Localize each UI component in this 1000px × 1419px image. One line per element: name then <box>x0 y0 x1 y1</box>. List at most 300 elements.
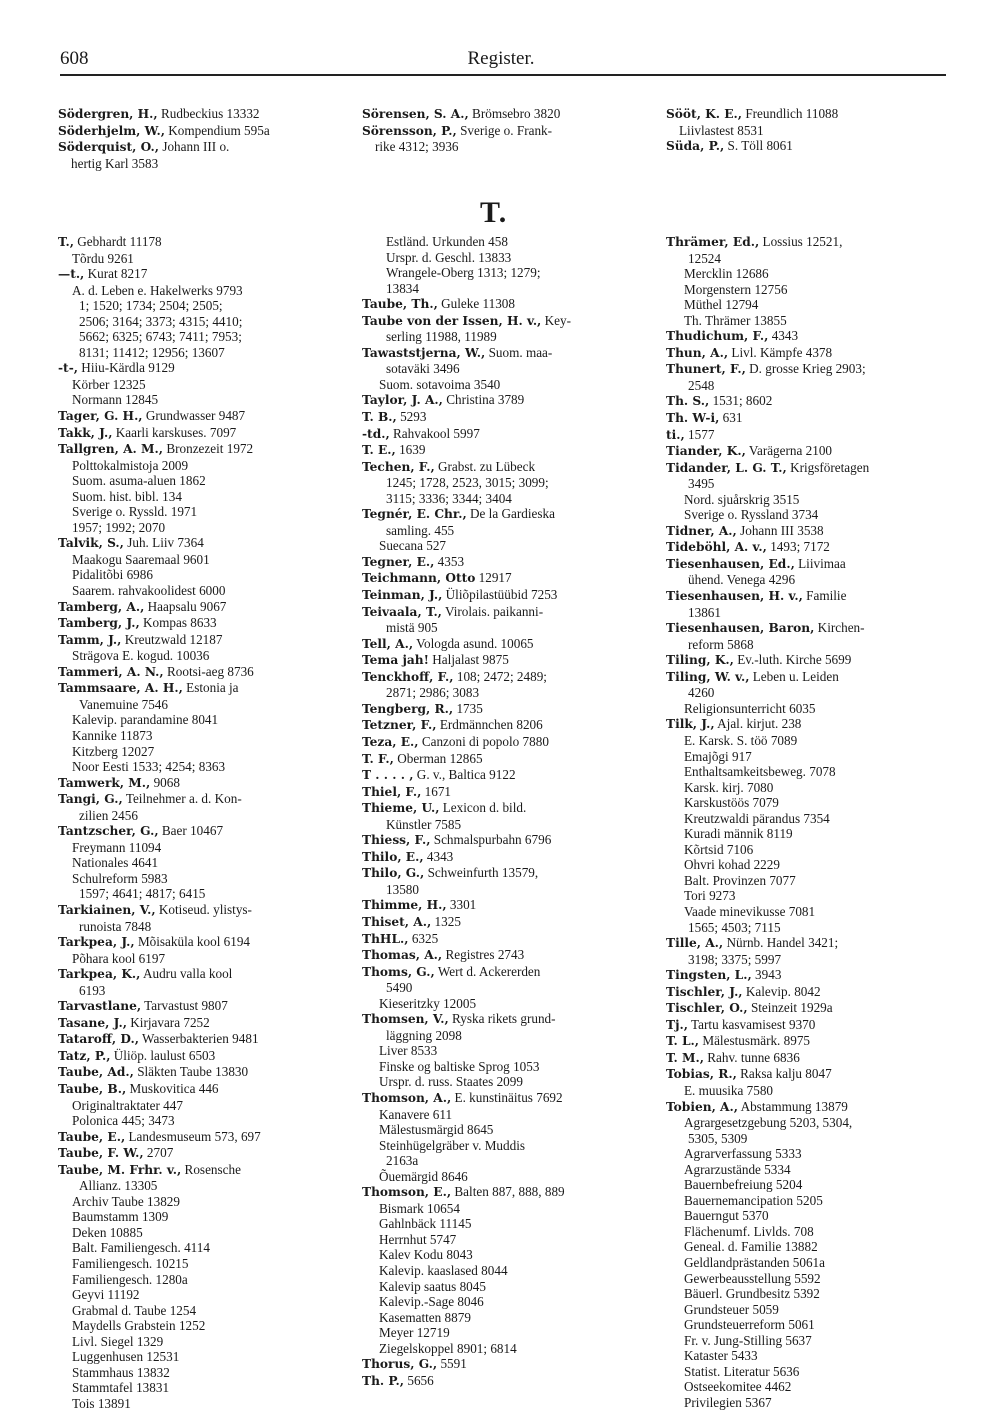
entry-text: Kuradi männik 8119 <box>684 826 793 842</box>
entry-text: Kompendium 595a <box>164 122 270 138</box>
entry-text: Oberman 12865 <box>393 750 483 766</box>
entry-author: T. E., <box>362 443 396 458</box>
index-entry <box>362 587 652 604</box>
index-entry <box>666 669 956 717</box>
entry-author: Thun, A., <box>666 345 729 360</box>
entry-line <box>58 791 348 808</box>
entry-text: Kaarli karskuses. 7097 <box>112 424 237 440</box>
entry-line <box>362 554 652 571</box>
entry-author: Teichmann, Otto <box>362 571 476 586</box>
index-entry <box>58 441 348 535</box>
entry-author: Tammeri, A. N., <box>58 664 164 679</box>
entry-author: Tingsten, L., <box>666 968 752 983</box>
entry-author: Tiling, W. v., <box>666 669 750 684</box>
index-entry <box>58 615 348 632</box>
entry-text: Nationales 4641 <box>72 855 159 871</box>
entry-text: Livl. Kämpfe 4378 <box>728 344 833 360</box>
entry-author: Tammsaare, A. H., <box>58 681 183 696</box>
entry-text: Audru valla kool <box>140 966 233 982</box>
entry-text: Religionsunterricht 6035 <box>684 700 816 716</box>
entry-subline <box>58 156 348 172</box>
entry-text: Karskustöös 7079 <box>684 795 779 811</box>
entry-line <box>362 1373 652 1390</box>
entry-text: Virolais. paikanni- <box>441 603 544 619</box>
index-entry <box>362 652 652 669</box>
entry-author: Sörensen, S. A., <box>362 107 469 121</box>
entry-subline <box>58 919 348 935</box>
entry-subline <box>666 701 956 717</box>
entry-text: Kirchen- <box>814 620 865 636</box>
entry-line <box>58 902 348 919</box>
entry-text: 4353 <box>434 553 465 569</box>
entry-text: Luggenhusen 12531 <box>72 1349 180 1365</box>
index-entry <box>362 832 652 849</box>
entry-subline <box>666 749 956 765</box>
entry-subline <box>666 476 956 492</box>
entry-line <box>362 570 652 587</box>
index-entry <box>58 408 348 425</box>
entry-line <box>58 408 348 425</box>
entry-subline <box>362 1294 652 1310</box>
entry-line <box>58 823 348 840</box>
entry-text: Bauerngut 5370 <box>684 1208 769 1224</box>
entry-text: 1565; 4503; 7115 <box>688 919 781 935</box>
entry-text: Geyvi 11192 <box>72 1287 140 1303</box>
entry-text: Üliöp. laulust 6503 <box>110 1047 216 1063</box>
index-entry <box>58 425 348 442</box>
entry-subline <box>58 1113 348 1129</box>
entry-author: Thiess, F., <box>362 833 431 848</box>
entry-author: Thomson, A., <box>362 1090 452 1105</box>
entry-line <box>58 441 348 458</box>
entry-subline <box>666 123 956 139</box>
entry-text: Deken 10885 <box>72 1224 143 1240</box>
entry-author: Taube, M. Frhr. v., <box>58 1162 182 1177</box>
entry-subline <box>666 1224 956 1240</box>
entry-author: Tischler, O., <box>666 1001 748 1016</box>
entry-subline <box>58 886 348 902</box>
entry-text: Grabst. zu Lübeck <box>434 458 536 474</box>
entry-author: Sörensson, P., <box>362 123 457 138</box>
entry-line <box>362 767 652 784</box>
header-rule <box>60 74 946 76</box>
entry-subline <box>362 1201 652 1217</box>
entry-author: Tidner, A., <box>666 523 737 538</box>
entry-line <box>666 539 956 556</box>
entry-text: 9068 <box>150 774 180 790</box>
entry-text: ühend. Venega 4296 <box>688 572 796 588</box>
entry-author: Thilo, E., <box>362 849 424 864</box>
entry-text: Sverige o. Ryssland 3734 <box>684 507 819 523</box>
index-entry <box>58 234 348 266</box>
entry-subline <box>362 620 652 636</box>
entry-text: Muskovitica 446 <box>126 1080 219 1096</box>
entry-line <box>58 425 348 442</box>
entry-line <box>362 865 652 882</box>
entry-subline <box>362 1310 652 1326</box>
entry-text: Freundlich 11088 <box>742 106 839 121</box>
entry-text: Tartu kasvamisest 9370 <box>687 1016 816 1032</box>
index-entry <box>666 556 956 588</box>
entry-text: Põhara kool 6197 <box>72 950 166 966</box>
entry-subline <box>666 572 956 588</box>
running-title: Register. <box>467 48 535 69</box>
entry-subline <box>666 492 956 508</box>
entry-text: G. v., Baltica 9122 <box>413 767 516 783</box>
entry-text: runoista 7848 <box>79 918 152 934</box>
entry-subline <box>666 857 956 873</box>
entry-line <box>666 345 956 362</box>
index-entry <box>58 966 348 998</box>
index-entry <box>58 1145 348 1162</box>
entry-text: 2871; 2986; 3083 <box>386 685 480 701</box>
entry-author: Th. P., <box>362 1373 405 1388</box>
index-entry <box>362 459 652 507</box>
index-entry <box>362 669 652 701</box>
index-entry <box>362 734 652 751</box>
entry-line <box>58 1064 348 1081</box>
entry-line <box>362 751 652 768</box>
entry-line <box>362 734 652 751</box>
entry-subline <box>58 1349 348 1365</box>
index-column-1 <box>58 234 348 1411</box>
entry-line <box>666 106 956 123</box>
entry-text: Kõrtsid 7106 <box>684 841 754 857</box>
entry-subline <box>362 1138 652 1154</box>
entry-text: Liivimaa <box>794 555 846 571</box>
entry-text: Kreutzwaldi pärandus 7354 <box>684 810 830 826</box>
entry-text: 1957; 1992; 2070 <box>72 519 166 535</box>
entry-text: Steinhügelgräber v. Muddis <box>379 1137 526 1153</box>
entry-text: Geldlandprästanden 5061a <box>684 1255 825 1270</box>
entry-author: Thimme, H., <box>362 898 447 913</box>
entry-text: 1735 <box>453 700 483 716</box>
entry-text: Kurat 8217 <box>84 266 148 282</box>
entry-text: Müthel 12794 <box>684 297 759 313</box>
entry-text: Rudbeckius 13332 <box>157 106 260 121</box>
index-entry <box>666 1033 956 1050</box>
entry-subline <box>58 1334 348 1350</box>
entry-author: Thiset, A., <box>362 914 432 929</box>
entry-subline <box>666 1083 956 1099</box>
entry-author: Tamberg, A., <box>58 599 145 614</box>
index-entry <box>58 266 348 360</box>
entry-subline <box>666 1131 956 1147</box>
entry-subline <box>58 1318 348 1334</box>
entry-text: 5656 <box>404 1372 434 1388</box>
entry-subline <box>58 473 348 489</box>
entry-text: Baer 10467 <box>158 823 224 839</box>
index-entry <box>58 775 348 792</box>
index-entry <box>58 535 348 598</box>
entry-text: Tois 13891 <box>72 1395 131 1411</box>
entry-text: Vaade minevikusse 7081 <box>684 903 816 919</box>
entry-line <box>58 266 348 283</box>
index-entry <box>666 460 956 523</box>
entry-author: Taube, F. W., <box>58 1146 144 1161</box>
entry-subline <box>58 298 348 314</box>
entry-subline <box>666 637 956 653</box>
entry-subline <box>58 251 348 267</box>
entry-text: Rahvakool 5997 <box>389 425 480 441</box>
entry-author: Thieme, U., <box>362 801 440 816</box>
entry-text: Varägerna 2100 <box>745 443 833 459</box>
entry-line <box>666 556 956 573</box>
entry-text: Canzoni di popolo 7880 <box>418 733 549 749</box>
entry-text: Suom. sotavoima 3540 <box>379 376 501 392</box>
entry-subline <box>666 764 956 780</box>
entry-text: Kieseritzky 12005 <box>379 995 477 1011</box>
entry-author: Tangi, G., <box>58 792 123 807</box>
index-entry <box>666 138 956 155</box>
entry-author: Tawaststjerna, W., <box>362 345 486 360</box>
index-entry <box>666 588 956 620</box>
entry-line <box>666 393 956 410</box>
entry-author: Thudichum, F., <box>666 329 769 344</box>
entry-text: Bäuerl. Grundbesitz 5392 <box>684 1286 820 1302</box>
entry-subline <box>58 808 348 824</box>
index-entry <box>666 410 956 427</box>
entry-subline <box>666 507 956 523</box>
entry-text: Nürnb. Handel 3421; <box>723 935 839 951</box>
entry-text: Släkten Taube 13830 <box>133 1064 249 1080</box>
entry-subline <box>362 980 652 996</box>
entry-text: Nord. sjuårskrig 3515 <box>684 491 800 507</box>
entry-subline <box>58 567 348 583</box>
entry-subline <box>58 759 348 775</box>
index-entry <box>362 345 652 393</box>
entry-author: Tille, A., <box>666 936 724 951</box>
index-entry <box>666 1066 956 1098</box>
entry-text: 6325 <box>408 930 439 946</box>
entry-subline <box>362 996 652 1012</box>
entry-text: Liivlastest 8531 <box>679 122 764 138</box>
entry-subline <box>362 377 652 393</box>
entry-subline <box>58 314 348 330</box>
entry-text: 1639 <box>395 442 426 458</box>
index-entry <box>362 636 652 653</box>
entry-author: Taube, Ad., <box>58 1065 134 1080</box>
top-column-1 <box>58 106 348 171</box>
entry-subline <box>666 251 956 267</box>
index-entry <box>58 599 348 616</box>
index-entry <box>362 701 652 718</box>
entry-subline <box>666 920 956 936</box>
entry-text: Schmalspurbahn 6796 <box>430 832 552 848</box>
entry-subline <box>666 888 956 904</box>
entry-text: Balt. Familiengesch. 4114 <box>72 1240 210 1256</box>
entry-subline <box>58 1240 348 1256</box>
entry-text: Stammtafel 13831 <box>72 1380 170 1396</box>
entry-subline <box>362 475 652 491</box>
index-entry <box>58 139 348 171</box>
entry-text: Juh. Liiv 7364 <box>123 535 204 551</box>
entry-author: Taube, Th., <box>362 297 438 312</box>
entry-line <box>58 1048 348 1065</box>
entry-text: Sverige o. Frank- <box>456 122 553 138</box>
entry-line <box>666 1000 956 1017</box>
entry-subline <box>666 1162 956 1178</box>
entry-author: Tj., <box>666 1017 688 1032</box>
entry-line <box>58 1015 348 1032</box>
entry-text: Wasserbakterien 9481 <box>139 1031 259 1047</box>
entry-author: Tobias, R., <box>666 1067 737 1082</box>
entry-text: 5293 <box>396 409 427 425</box>
entry-author: Tell, A., <box>362 636 414 651</box>
entry-text: Estländ. Urkunden 458 <box>386 234 508 249</box>
entry-text: Karsk. kirj. 7080 <box>684 779 774 795</box>
entry-text: Haljalast 9875 <box>428 652 509 668</box>
entry-author: Thorus, G., <box>362 1357 438 1372</box>
index-entry <box>362 442 652 459</box>
entry-text: Bismark 10654 <box>379 1200 460 1216</box>
entry-author: Tarkiainen, V., <box>58 902 156 917</box>
page-number: 608 <box>60 48 89 69</box>
index-entry <box>362 931 652 948</box>
entry-text: E. kunstinäitus 7692 <box>451 1089 563 1105</box>
entry-line <box>666 361 956 378</box>
entry-text: Ohvri kohad 2229 <box>684 857 780 873</box>
entry-text: Kalevip. parandamine 8041 <box>72 712 219 728</box>
entry-text: Gewerbeausstellung 5592 <box>684 1270 821 1286</box>
entry-text: rike 4312; 3936 <box>375 139 459 155</box>
entry-text: 13861 <box>688 604 721 620</box>
entry-text: 1325 <box>431 913 461 929</box>
entry-text: Originaltraktater 447 <box>72 1097 183 1113</box>
entry-line <box>666 1066 956 1083</box>
entry-text: Mälestusmärgid 8645 <box>379 1122 494 1138</box>
entry-author: Thilo, G., <box>362 866 425 881</box>
entry-subline <box>362 281 652 297</box>
entry-line <box>666 1099 956 1116</box>
entry-text: Erdmännchen 8206 <box>436 717 543 733</box>
entry-text: 4260 <box>688 685 715 701</box>
entry-text: 3495 <box>688 476 715 492</box>
top-column-2 <box>362 106 652 155</box>
entry-text: Noor Eesti 1533; 4254; 8363 <box>72 759 226 775</box>
index-entry <box>666 328 956 345</box>
entry-text: Agrargesetzgebung 5203, 5304, <box>684 1115 853 1131</box>
index-entry <box>362 234 652 296</box>
index-entry <box>666 935 956 967</box>
entry-subline <box>666 1395 956 1411</box>
entry-line <box>58 123 348 140</box>
entry-text: Kotiseud. ylistys- <box>155 901 252 917</box>
entry-text: Familie <box>802 588 847 604</box>
entry-line <box>362 717 652 734</box>
entry-subline <box>666 1286 956 1302</box>
entry-line <box>58 1162 348 1179</box>
entry-line <box>58 139 348 156</box>
entry-subline <box>58 1209 348 1225</box>
index-entry <box>362 964 652 1012</box>
index-entry <box>362 897 652 914</box>
entry-subline <box>58 1380 348 1396</box>
entry-line <box>362 669 652 686</box>
entry-text: Suom. hist. bibl. 134 <box>72 488 182 504</box>
index-entry <box>362 1184 652 1356</box>
entry-text: S. Töll 8061 <box>724 138 793 154</box>
entry-text: 3115; 3336; 3344; 3404 <box>386 490 512 506</box>
entry-subline <box>58 520 348 536</box>
entry-line <box>666 588 956 605</box>
index-entry <box>58 1162 348 1412</box>
entry-author: ti., <box>666 427 685 442</box>
entry-line <box>58 664 348 681</box>
entry-line <box>362 931 652 948</box>
entry-author: Sööt, K. E., <box>666 107 743 121</box>
entry-text: Rosensche <box>181 1161 241 1177</box>
entry-author: Tallgren, A. M., <box>58 442 164 457</box>
entry-subline <box>666 811 956 827</box>
entry-author: T. M., <box>666 1050 704 1065</box>
entry-text: samling. 455 <box>386 522 455 538</box>
entry-author: Söderquist, O., <box>58 140 160 155</box>
entry-text: Kompas 8633 <box>139 615 217 631</box>
entry-subline <box>58 744 348 760</box>
entry-text: 1597; 4641; 4817; 6415 <box>79 886 206 902</box>
entry-text: Mälestusmärk. 8975 <box>699 1033 811 1049</box>
entry-text: Grundsteuerreform 5061 <box>684 1317 815 1333</box>
entry-text: 5662; 6325; 6743; 7411; 7953; <box>79 329 242 345</box>
index-entry <box>666 443 956 460</box>
entry-text: Künstler 7585 <box>386 816 462 832</box>
entry-author: Tager, G. H., <box>58 409 143 424</box>
index-entry <box>58 123 348 140</box>
entry-text: Balt. Provinzen 7077 <box>684 872 796 888</box>
entry-text: Kasematten 8879 <box>379 1309 471 1325</box>
entry-author: Tatz, P., <box>58 1048 111 1063</box>
entry-line <box>362 914 652 931</box>
entry-text: Haapsalu 9067 <box>144 598 227 614</box>
entry-line <box>666 443 956 460</box>
entry-subline <box>362 139 652 155</box>
entry-text: E. Karsk. S. töö 7089 <box>684 732 798 748</box>
index-entry <box>58 360 348 408</box>
index-entry <box>362 767 652 784</box>
entry-subline <box>362 1107 652 1123</box>
entry-text: 2707 <box>143 1145 174 1161</box>
entry-text: Polttokalmistoja 2009 <box>72 457 189 473</box>
entry-author: Taube von der Issen, H. v., <box>362 313 542 328</box>
index-entry <box>58 998 348 1015</box>
entry-subline <box>666 1115 956 1131</box>
entry-text: Th. Thrämer 13855 <box>684 312 787 328</box>
entry-line <box>58 234 348 251</box>
entry-author: Thoms, G., <box>362 964 435 979</box>
entry-subline <box>58 345 348 361</box>
entry-line <box>362 947 652 964</box>
entry-text: reform 5868 <box>688 636 754 652</box>
entry-text: Enthaltsamkeitsbeweg. 7078 <box>684 764 836 780</box>
entry-author: —t., <box>58 267 85 282</box>
page-header <box>60 48 942 72</box>
entry-text: 1245; 1728, 2523, 3015; 3099; <box>386 475 549 491</box>
entry-text: Flächenumf. Livlds. 708 <box>684 1223 814 1239</box>
entry-text: Morgenstern 12756 <box>684 281 788 297</box>
index-entry <box>58 1129 348 1146</box>
entry-subline <box>58 871 348 887</box>
entry-line <box>666 620 956 637</box>
entry-author: Tiander, K., <box>666 444 746 459</box>
entry-text: Tori 9273 <box>684 888 736 904</box>
entry-subline <box>362 361 652 377</box>
entry-line <box>666 1033 956 1050</box>
entry-text: Familiengesch. 1280a <box>72 1271 188 1287</box>
entry-text: Tarvastust 9807 <box>141 998 228 1014</box>
entry-text: Kataster 5433 <box>684 1348 758 1364</box>
entry-text: 5591 <box>437 1356 467 1372</box>
